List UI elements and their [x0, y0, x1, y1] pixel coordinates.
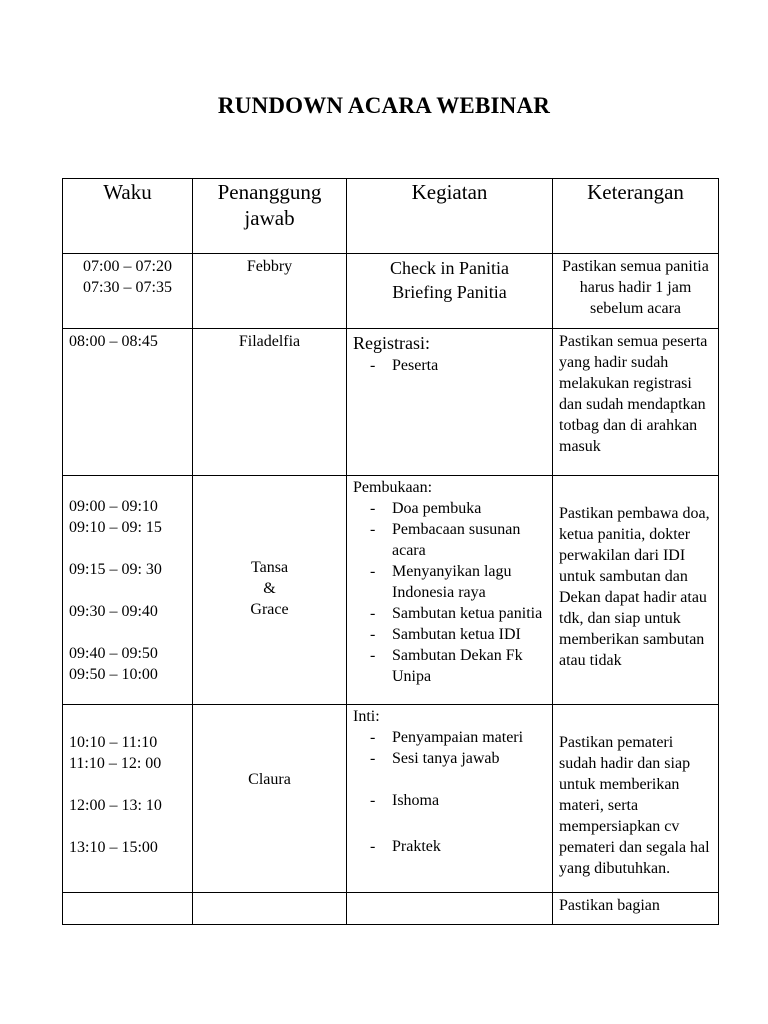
header-keterangan: Keterangan: [553, 179, 719, 254]
row3-time-2: 09:10 – 09: 15: [69, 519, 162, 536]
row3-activity-cell: [347, 476, 553, 705]
list-item: - Sambutan ketua IDI: [347, 624, 552, 645]
row5-activity-cell: [347, 893, 553, 925]
list-item: - Menyanyikan lagu Indonesia raya: [347, 561, 552, 603]
row3-time-3: 09:15 – 09: 30: [69, 561, 162, 578]
row4-time-1: 10:10 – 11:10: [69, 734, 158, 751]
row3-pic-cell: [193, 476, 347, 705]
list-item: - Sambutan ketua panitia: [347, 603, 552, 624]
row1-note-cell: [553, 254, 719, 329]
list-item: - Peserta: [347, 355, 552, 376]
row2-note-cell: [553, 329, 719, 476]
row2-time-cell: [63, 329, 193, 476]
row4-activity-cell: [347, 705, 553, 893]
table-row: [63, 254, 719, 329]
row5-note-cell: [553, 893, 719, 925]
header-row: [63, 179, 719, 254]
row4-list: [347, 727, 552, 857]
row2-pic: Filadelfia: [238, 333, 301, 350]
row4-time-2: 11:10 – 12: 00: [69, 755, 162, 772]
list-item: - Sambutan Dekan Fk Unipa: [347, 645, 552, 687]
row4-note-cell: [553, 705, 719, 893]
table-row: [63, 893, 719, 925]
list-item: - Praktek: [347, 836, 552, 857]
row3-time-4: 09:30 – 09:40: [69, 603, 158, 620]
row2-list: [347, 355, 552, 376]
list-item: - Doa pembuka: [347, 498, 552, 519]
row2-activity-cell: [347, 329, 553, 476]
row3-time-1: 09:00 – 09:10: [69, 498, 158, 515]
row1-activity-2: Briefing Panitia: [392, 282, 507, 302]
table-row: [63, 329, 719, 476]
header-penanggung-jawab: [193, 179, 347, 254]
row2-pic-cell: [193, 329, 347, 476]
row1-time-1: 07:00 – 07:20: [83, 258, 172, 275]
row3-time-6: 09:50 – 10:00: [69, 666, 158, 683]
row1-note: Pastikan semua panitia harus hadir 1 jam sebelum acara: [562, 258, 709, 317]
row1-activity-1: Check in Panitia: [390, 258, 509, 278]
row3-time-cell: [63, 476, 193, 705]
header-penanggung-line1: Penanggung: [217, 180, 322, 204]
row1-time-2: 07:30 – 07:35: [83, 279, 172, 296]
row1-activity-cell: [347, 254, 553, 329]
row5-time-cell: [63, 893, 193, 925]
table-row: [63, 476, 719, 705]
row3-heading: Pembukaan:: [353, 479, 433, 496]
row3-note: Pastikan pembawa doa, ketua panitia, dokter perwakilan dari IDI untuk sambutan dan Dekan dapat hadir atau tdk, dan siap untuk memberikan sambutan atau tidak: [559, 505, 710, 669]
row4-note: Pastikan pemateri sudah hadir dan siap untuk memberikan materi, serta mempersiapkan cv pemateri dan segala hal yang dibutuhkan.: [559, 734, 710, 877]
header-waktu: Waku: [63, 179, 193, 254]
row4-pic-cell: [193, 705, 347, 893]
row5-note: Pastikan bagian: [559, 897, 660, 914]
row5-pic-cell: [193, 893, 347, 925]
row1-pic: Febbry: [246, 258, 293, 275]
row1-pic-cell: [193, 254, 347, 329]
list-item: - Ishoma: [347, 790, 552, 811]
rundown-table: [62, 178, 719, 925]
list-item: - Sesi tanya jawab: [347, 748, 552, 769]
list-item: - Pembacaan susunan acara: [347, 519, 552, 561]
row4-time-4: 13:10 – 15:00: [69, 839, 158, 856]
table-row: [63, 705, 719, 893]
document-title: RUNDOWN ACARA WEBINAR: [217, 93, 551, 118]
row2-note: Pastikan semua peserta yang hadir sudah melakukan registrasi dan sudah mendaptkan totbag dan di arahkan masuk: [559, 333, 708, 455]
row4-time-3: 12:00 – 13: 10: [69, 797, 162, 814]
row4-time-cell: [63, 705, 193, 893]
row3-pic-1: Tansa: [250, 559, 289, 576]
header-kegiatan: Kegiatan: [347, 179, 553, 254]
row3-note-cell: [553, 476, 719, 705]
list-item: - Penyampaian materi: [347, 727, 552, 748]
row3-pic-2: &: [263, 580, 276, 597]
row3-time-5: 09:40 – 09:50: [69, 645, 158, 662]
row3-pic-3: Grace: [250, 601, 289, 618]
row1-time-cell: [63, 254, 193, 329]
row2-time: 08:00 – 08:45: [69, 333, 158, 350]
row2-heading: Registrasi:: [353, 333, 430, 353]
row4-heading: Inti:: [353, 708, 380, 725]
header-penanggung-line2: jawab: [244, 206, 295, 230]
row3-list: [347, 498, 552, 687]
row4-pic: Claura: [248, 771, 291, 788]
